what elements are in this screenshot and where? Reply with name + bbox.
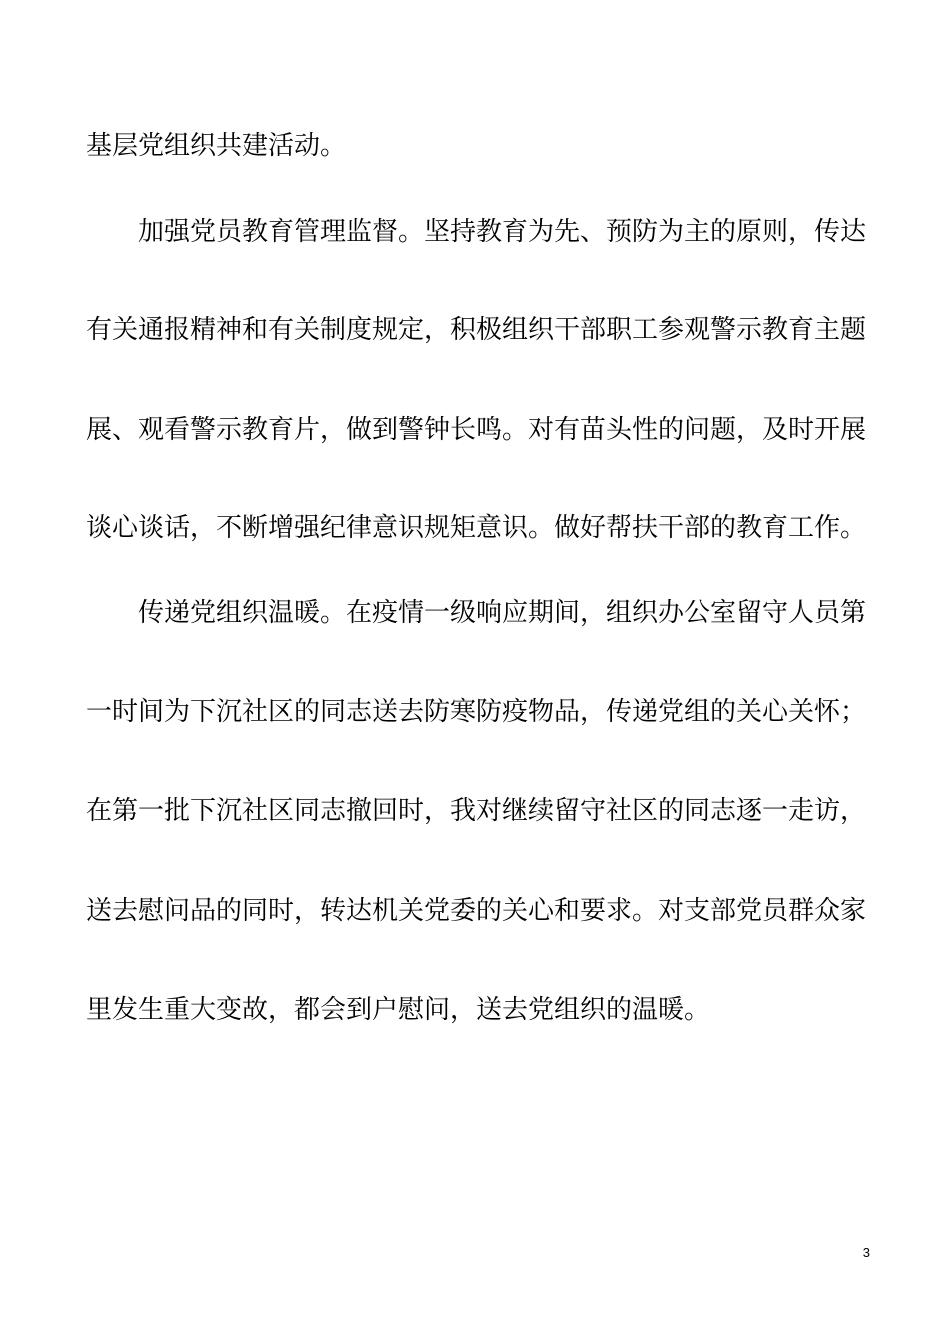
text-line-7: 一时间为下沉社区的同志送去防寒防疫物品，传递党组的关心关怀；	[86, 697, 867, 727]
text-line-6: 传递党组织温暖。在疫情一级响应期间，组织办公室留守人员第	[138, 598, 867, 628]
text-line-8: 在第一批下沉社区同志撤回时，我对继续留守社区的同志逐一走访，	[86, 796, 867, 826]
text-line-5: 谈心谈话，不断增强纪律意识规矩意识。做好帮扶干部的教育工作。	[86, 513, 867, 543]
text-line-1: 基层党组织共建活动。	[86, 131, 347, 161]
text-line-3: 有关通报精神和有关制度规定，积极组织干部职工参观警示教育主题	[86, 315, 867, 345]
text-line-9: 送去慰问品的同时，转达机关党委的关心和要求。对支部党员群众家	[86, 896, 867, 926]
page-number: 3	[862, 1245, 870, 1260]
text-line-2: 加强党员教育管理监督。坚持教育为先、预防为主的原则，传达	[138, 217, 867, 247]
text-line-4: 展、观看警示教育片，做到警钟长鸣。对有苗头性的问题，及时开展	[86, 415, 867, 445]
text-line-10: 里发生重大变故，都会到户慰问，送去党组织的温暖。	[86, 995, 711, 1025]
